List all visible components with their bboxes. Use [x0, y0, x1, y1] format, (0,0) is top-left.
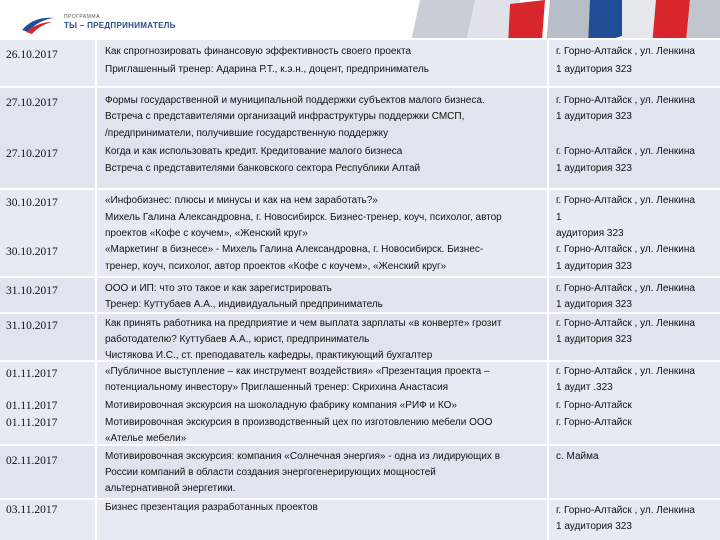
event-location: г. Горно-Алтайск , ул. Ленкина — [556, 95, 695, 106]
event-description: «Инфобизнес: плюсы и минусы и как на нем заработать?» — [105, 195, 378, 206]
row-divider — [0, 312, 720, 314]
event-description: «Публичное выступление – как инструмент воздействия» «Презентация проекта – — [105, 366, 490, 377]
event-description: «Маркетинг в бизнесе» - Михель Галина Александровна, г. Новосибирск. Бизнес- — [105, 244, 484, 255]
event-date: 02.11.2017 — [6, 455, 58, 467]
event-date: 26.10.2017 — [6, 49, 58, 61]
event-location: 1 аудитория 323 — [556, 64, 632, 75]
event-location: 1 аудитория 323 — [556, 521, 632, 532]
event-date: 31.10.2017 — [6, 285, 58, 297]
event-description: работодателю? Куттубаев А.А., юрист, предприниматель — [105, 334, 370, 345]
event-description: Когда и как использовать кредит. Кредитование малого бизнеса — [105, 146, 403, 157]
row-divider — [0, 498, 720, 500]
event-location: г. Горно-Алтайск , ул. Ленкина — [556, 146, 695, 157]
event-date: 30.10.2017 — [6, 246, 58, 258]
event-date: 01.11.2017 — [6, 417, 58, 429]
row-divider — [0, 86, 720, 88]
event-description: проектов «Кофе с коучем», «Женский круг» — [105, 228, 308, 239]
logo-swoosh-icon — [18, 12, 58, 36]
event-location: г. Горно-Алтайск , ул. Ленкина — [556, 244, 695, 255]
row-divider — [0, 38, 720, 40]
event-date: 01.11.2017 — [6, 368, 58, 380]
event-description: тренер, коуч, психолог, автор проектов «Кофе с коучем», «Женский круг» — [105, 261, 447, 272]
event-description: «Ателье мебели» — [105, 433, 187, 444]
row-divider — [0, 276, 720, 278]
event-description: Мотивировочная экскурсия в производственный цех по изготовлению мебели ООО — [105, 417, 493, 428]
event-location: 1 аудитория 323 — [556, 299, 632, 310]
event-location: г. Горно-Алтайск , ул. Ленкина — [556, 195, 695, 206]
event-date: 27.10.2017 — [6, 148, 58, 160]
event-location: г. Горно-Алтайск , ул. Ленкина — [556, 318, 695, 329]
event-location: аудитория 323 — [556, 228, 624, 239]
event-location: с. Майма — [556, 451, 599, 462]
event-description: Как принять работника на предприятие и чем выплата зарплаты «в конверте» грозит — [105, 318, 502, 329]
event-location: 1 — [556, 212, 562, 223]
event-description: /предприниматели, получившие государственную поддержку — [105, 128, 389, 139]
event-description: потенциальному инвестору» Приглашенный тренер: Скрихина Анастасия — [105, 382, 449, 393]
event-description: России компаний в области создания энергогенерирующих мощностей — [105, 467, 436, 478]
column-divider — [547, 38, 549, 540]
event-location: г. Горно-Алтайск — [556, 417, 632, 428]
event-date: 03.11.2017 — [6, 504, 58, 516]
event-location: 1 аудит .323 — [556, 382, 613, 393]
event-date: 27.10.2017 — [6, 97, 58, 109]
event-description: ООО и ИП: что это такое и как зарегистрировать — [105, 283, 332, 294]
event-location: 1 аудитория 323 — [556, 163, 632, 174]
logo-small-text: ПРОГРАММА — [64, 14, 100, 20]
event-description: Как спрогнозировать финансовую эффективность своего проекта — [105, 46, 412, 57]
event-location: г. Горно-Алтайск , ул. Ленкина — [556, 366, 695, 377]
event-location: г. Горно-Алтайск , ул. Ленкина — [556, 46, 695, 57]
event-description: Чистякова И.С., ст. преподаватель кафедры, практикующий бухгалтер — [105, 350, 433, 361]
logo-title: ТЫ – ПРЕДПРИНИМАТЕЛЬ — [64, 21, 176, 30]
event-date: 31.10.2017 — [6, 320, 58, 332]
event-description: Бизнес презентация разработанных проектов — [105, 502, 318, 513]
event-date: 30.10.2017 — [6, 197, 58, 209]
event-location: г. Горно-Алтайск , ул. Ленкина — [556, 505, 695, 516]
event-description: Михель Галина Александровна, г. Новосибирск. Бизнес-тренер, коуч, психолог, автор — [105, 212, 502, 223]
event-description: Тренер: Куттубаев А.А., индивидуальный предприниматель — [105, 299, 383, 310]
event-location: 1 аудитория 323 — [556, 111, 632, 122]
event-description: Формы государственной и муниципальной поддержки субъектов малого бизнеса. — [105, 95, 485, 106]
event-description: Встреча с представителями организаций инфраструктуры поддержки СМСП, — [105, 111, 465, 122]
event-description: Мотивировочная экскурсия на шоколадную фабрику компания «РИФ и КО» — [105, 400, 457, 411]
event-location: г. Горно-Алтайск — [556, 400, 632, 411]
event-description: альтернативной энергетики. — [105, 483, 236, 494]
event-location: 1 аудитория 323 — [556, 334, 632, 345]
column-divider — [95, 38, 97, 540]
event-description: Встреча с представителями банковского сектора Республики Алтай — [105, 163, 421, 174]
program-logo — [8, 8, 178, 38]
event-description: Мотивировочная экскурсия: компания «Солнечная энергия» - одна из лидирующих в — [105, 451, 501, 462]
row-divider — [0, 188, 720, 190]
event-description: Приглашенный тренер: Адарина Р.Т., к.э.н., доцент, предприниматель — [105, 64, 430, 75]
event-location: 1 аудитория 323 — [556, 261, 632, 272]
event-location: г. Горно-Алтайск , ул. Ленкина — [556, 283, 695, 294]
event-date: 01.11.2017 — [6, 400, 58, 412]
